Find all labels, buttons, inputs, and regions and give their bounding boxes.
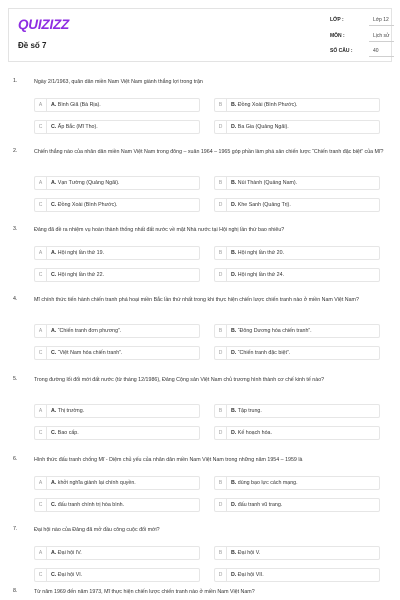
- option-key: D.: [231, 350, 237, 356]
- option-label: [231, 427, 272, 439]
- option-text: “Việt Nam hóa chiến tranh”.: [57, 350, 123, 356]
- question-text: Chiến thắng nào của nhân dân miền Nam Việt Nam trong đông – xuân 1964 – 1965 góp phần làm phá sản chiến lược “Chiến tranh đặc biệt” của Mĩ?: [34, 149, 384, 155]
- worksheet-title: Đề số 7: [18, 41, 47, 50]
- option-key: A.: [51, 550, 57, 556]
- option-key: A.: [51, 180, 57, 186]
- question-number: 2.: [13, 148, 18, 154]
- question-text: Đảng đã đề ra nhiệm vụ hoàn thành thống nhất đất nước về mặt Nhà nước tại Hội nghị lần thứ bao nhiêu?: [34, 227, 285, 233]
- answer-option-d[interactable]: [214, 268, 380, 282]
- answer-option-b[interactable]: [214, 546, 380, 560]
- option-text: Đại hội VII.: [237, 572, 264, 578]
- question-number: 5.: [13, 376, 18, 382]
- option-key: D.: [231, 272, 237, 278]
- option-text: Kế hoạch hóa.: [237, 430, 272, 436]
- option-label: [51, 547, 82, 559]
- question-number: 4.: [13, 296, 18, 302]
- meta-subject-underline: [369, 41, 394, 42]
- question-text: Hình thức đấu tranh chống Mĩ - Diệm chủ yếu của nhân dân miền Nam Việt Nam trong những năm 1954 – 1959 là: [34, 457, 303, 463]
- quizizz-logo: QUIZIZZ: [18, 17, 70, 32]
- option-text: Đồng Xoài (Bình Phước).: [57, 202, 118, 208]
- answer-option-b[interactable]: [214, 324, 380, 338]
- answer-option-a[interactable]: [34, 546, 200, 560]
- option-text: dùng bạo lực cách mạng.: [237, 480, 298, 486]
- answer-option-d[interactable]: [214, 568, 380, 582]
- option-key: B.: [231, 408, 237, 414]
- option-letter-box: B: [215, 247, 227, 259]
- option-label: [51, 499, 124, 511]
- question-text: Từ năm 1969 đến năm 1973, Mĩ thực hiện chiến lược chiến tranh nào ở miền Nam Việt Nam?: [34, 589, 255, 595]
- option-label: [231, 247, 284, 259]
- option-letter-box: C: [35, 427, 47, 439]
- option-text: Đại hội V.: [237, 550, 261, 556]
- option-label: [231, 547, 260, 559]
- answer-option-b[interactable]: [214, 246, 380, 260]
- option-label: [231, 199, 291, 211]
- option-key: C.: [51, 350, 57, 356]
- option-label: [51, 569, 82, 581]
- option-label: [231, 569, 264, 581]
- answer-option-b[interactable]: [214, 476, 380, 490]
- option-label: [231, 477, 298, 489]
- option-letter-box: D: [215, 347, 227, 359]
- option-text: “Đông Dương hóa chiến tranh”.: [237, 328, 312, 334]
- option-key: A.: [51, 102, 57, 108]
- option-text: Ba Gia (Quảng Ngãi).: [237, 124, 289, 130]
- option-text: Hội nghị lần thứ 24.: [237, 272, 285, 278]
- meta-count-underline: [369, 56, 394, 57]
- option-text: khởi nghĩa giành lại chính quyền.: [57, 480, 136, 486]
- option-label: [231, 121, 289, 133]
- answer-option-d[interactable]: [214, 498, 380, 512]
- question-number: 3.: [13, 226, 18, 232]
- option-text: Đại hội VI.: [57, 572, 83, 578]
- answer-option-b[interactable]: [214, 176, 380, 190]
- option-letter-box: C: [35, 347, 47, 359]
- meta-subject-label: MÔN :: [330, 33, 345, 39]
- answer-option-c[interactable]: [34, 120, 200, 134]
- option-label: [231, 177, 297, 189]
- option-letter-box: C: [35, 269, 47, 281]
- option-label: [51, 405, 84, 417]
- question-number: 8.: [13, 588, 18, 594]
- question-text: Ngày 2/1/1963, quân dân miền Nam Việt Nam giành thắng lợi trong trận: [34, 79, 203, 85]
- meta-class-label: LỚP :: [330, 17, 344, 23]
- option-letter-box: C: [35, 199, 47, 211]
- option-letter-box: D: [215, 569, 227, 581]
- option-letter-box: B: [215, 547, 227, 559]
- option-label: [51, 269, 104, 281]
- option-text: đấu tranh chính trị hòa bình.: [57, 502, 125, 508]
- option-key: B.: [231, 550, 237, 556]
- option-letter-box: B: [215, 477, 227, 489]
- option-letter-box: B: [215, 177, 227, 189]
- option-text: Hội nghị lần thứ 20.: [237, 250, 285, 256]
- meta-subject-value: Lịch sử: [373, 33, 390, 39]
- option-letter-box: B: [215, 325, 227, 337]
- option-key: C.: [51, 202, 57, 208]
- option-key: B.: [231, 480, 237, 486]
- option-text: Đại hội IV.: [57, 550, 82, 556]
- option-label: [231, 269, 284, 281]
- option-key: A.: [51, 328, 57, 334]
- answer-option-a[interactable]: [34, 476, 200, 490]
- answer-option-b[interactable]: [214, 98, 380, 112]
- answer-option-d[interactable]: [214, 198, 380, 212]
- option-label: [51, 347, 122, 359]
- option-label: [51, 121, 98, 133]
- answer-option-a[interactable]: [34, 324, 200, 338]
- option-letter-box: A: [35, 247, 47, 259]
- option-text: “Chiến tranh đơn phương”.: [57, 328, 122, 334]
- option-key: B.: [231, 102, 237, 108]
- answer-option-b[interactable]: [214, 404, 380, 418]
- option-key: B.: [231, 180, 237, 186]
- option-text: Hội nghị lần thứ 19.: [57, 250, 105, 256]
- option-key: A.: [51, 480, 57, 486]
- option-label: [51, 477, 136, 489]
- answer-option-c[interactable]: [34, 498, 200, 512]
- option-letter-box: D: [215, 121, 227, 133]
- answer-option-c[interactable]: [34, 568, 200, 582]
- answer-option-a[interactable]: [34, 404, 200, 418]
- question-text: Mĩ chính thức tiến hành chiến tranh phá hoại miền Bắc lần thứ nhất trong khi thực hiện chiến lược chiến tranh nào ở miền Nam Việt Nam?: [34, 297, 359, 303]
- option-letter-box: D: [215, 269, 227, 281]
- option-letter-box: A: [35, 325, 47, 337]
- option-key: A.: [51, 408, 57, 414]
- option-key: C.: [51, 124, 57, 130]
- option-key: D.: [231, 202, 237, 208]
- option-letter-box: C: [35, 499, 47, 511]
- option-letter-box: A: [35, 405, 47, 417]
- option-text: Đồng Xoài (Bình Phước).: [237, 102, 298, 108]
- option-text: Bao cấp.: [57, 430, 79, 436]
- worksheet-header: [8, 8, 392, 62]
- option-key: C.: [51, 272, 57, 278]
- question-number: 7.: [13, 526, 18, 532]
- option-label: [231, 347, 290, 359]
- meta-class-value: Lớp 12: [373, 17, 389, 23]
- answer-option-a[interactable]: [34, 98, 200, 112]
- option-letter-box: B: [215, 405, 227, 417]
- option-letter-box: A: [35, 99, 47, 111]
- answer-option-c[interactable]: [34, 346, 200, 360]
- meta-count-label: SỐ CÂU :: [330, 48, 353, 54]
- option-letter-box: C: [35, 569, 47, 581]
- option-key: D.: [231, 572, 237, 578]
- option-letter-box: D: [215, 427, 227, 439]
- option-letter-box: A: [35, 477, 47, 489]
- option-text: Hội nghị lần thứ 22.: [57, 272, 105, 278]
- question-number: 1.: [13, 78, 18, 84]
- question-number: 6.: [13, 456, 18, 462]
- meta-count-value: 40: [373, 48, 379, 54]
- option-key: D.: [231, 124, 237, 130]
- option-label: [231, 99, 298, 111]
- meta-class-underline: [369, 25, 394, 26]
- answer-option-d[interactable]: [214, 346, 380, 360]
- option-text: đấu tranh vũ trang.: [237, 502, 283, 508]
- option-key: A.: [51, 250, 57, 256]
- option-label: [231, 325, 312, 337]
- option-key: B.: [231, 328, 237, 334]
- option-key: D.: [231, 430, 237, 436]
- option-letter-box: A: [35, 547, 47, 559]
- option-label: [231, 499, 282, 511]
- option-text: Tập trung.: [237, 408, 262, 414]
- option-key: C.: [51, 502, 57, 508]
- answer-option-d[interactable]: [214, 426, 380, 440]
- option-letter-box: C: [35, 121, 47, 133]
- answer-option-d[interactable]: [214, 120, 380, 134]
- option-text: Khe Sanh (Quảng Trị).: [237, 202, 291, 208]
- answer-option-a[interactable]: [34, 176, 200, 190]
- option-label: [51, 247, 104, 259]
- option-label: [51, 177, 119, 189]
- question-text: Đại hội nào của Đảng đã mở đầu công cuộc đổi mới?: [34, 527, 160, 533]
- option-letter-box: D: [215, 499, 227, 511]
- answer-option-c[interactable]: [34, 198, 200, 212]
- option-key: D.: [231, 502, 237, 508]
- option-label: [231, 405, 262, 417]
- option-key: C.: [51, 572, 57, 578]
- option-text: Vạn Tường (Quảng Ngãi).: [57, 180, 120, 186]
- option-text: Ấp Bắc (Mĩ Tho).: [57, 124, 98, 130]
- option-text: Thị trường.: [57, 408, 85, 414]
- option-text: Bình Giã (Bà Rịa).: [57, 102, 101, 108]
- option-key: C.: [51, 430, 57, 436]
- option-text: Núi Thành (Quảng Nam).: [237, 180, 298, 186]
- option-letter-box: D: [215, 199, 227, 211]
- option-text: “Chiến tranh đặc biệt”.: [237, 350, 291, 356]
- answer-option-c[interactable]: [34, 426, 200, 440]
- answer-option-c[interactable]: [34, 268, 200, 282]
- answer-option-a[interactable]: [34, 246, 200, 260]
- option-letter-box: B: [215, 99, 227, 111]
- option-label: [51, 325, 121, 337]
- option-key: B.: [231, 250, 237, 256]
- question-text: Trong đường lối đổi mới đất nước (từ tháng 12/1986), Đảng Cộng sản Việt Nam chủ trương hình thành cơ chế kinh tế nào?: [34, 377, 325, 383]
- option-letter-box: A: [35, 177, 47, 189]
- option-label: [51, 99, 101, 111]
- option-label: [51, 199, 118, 211]
- option-label: [51, 427, 79, 439]
